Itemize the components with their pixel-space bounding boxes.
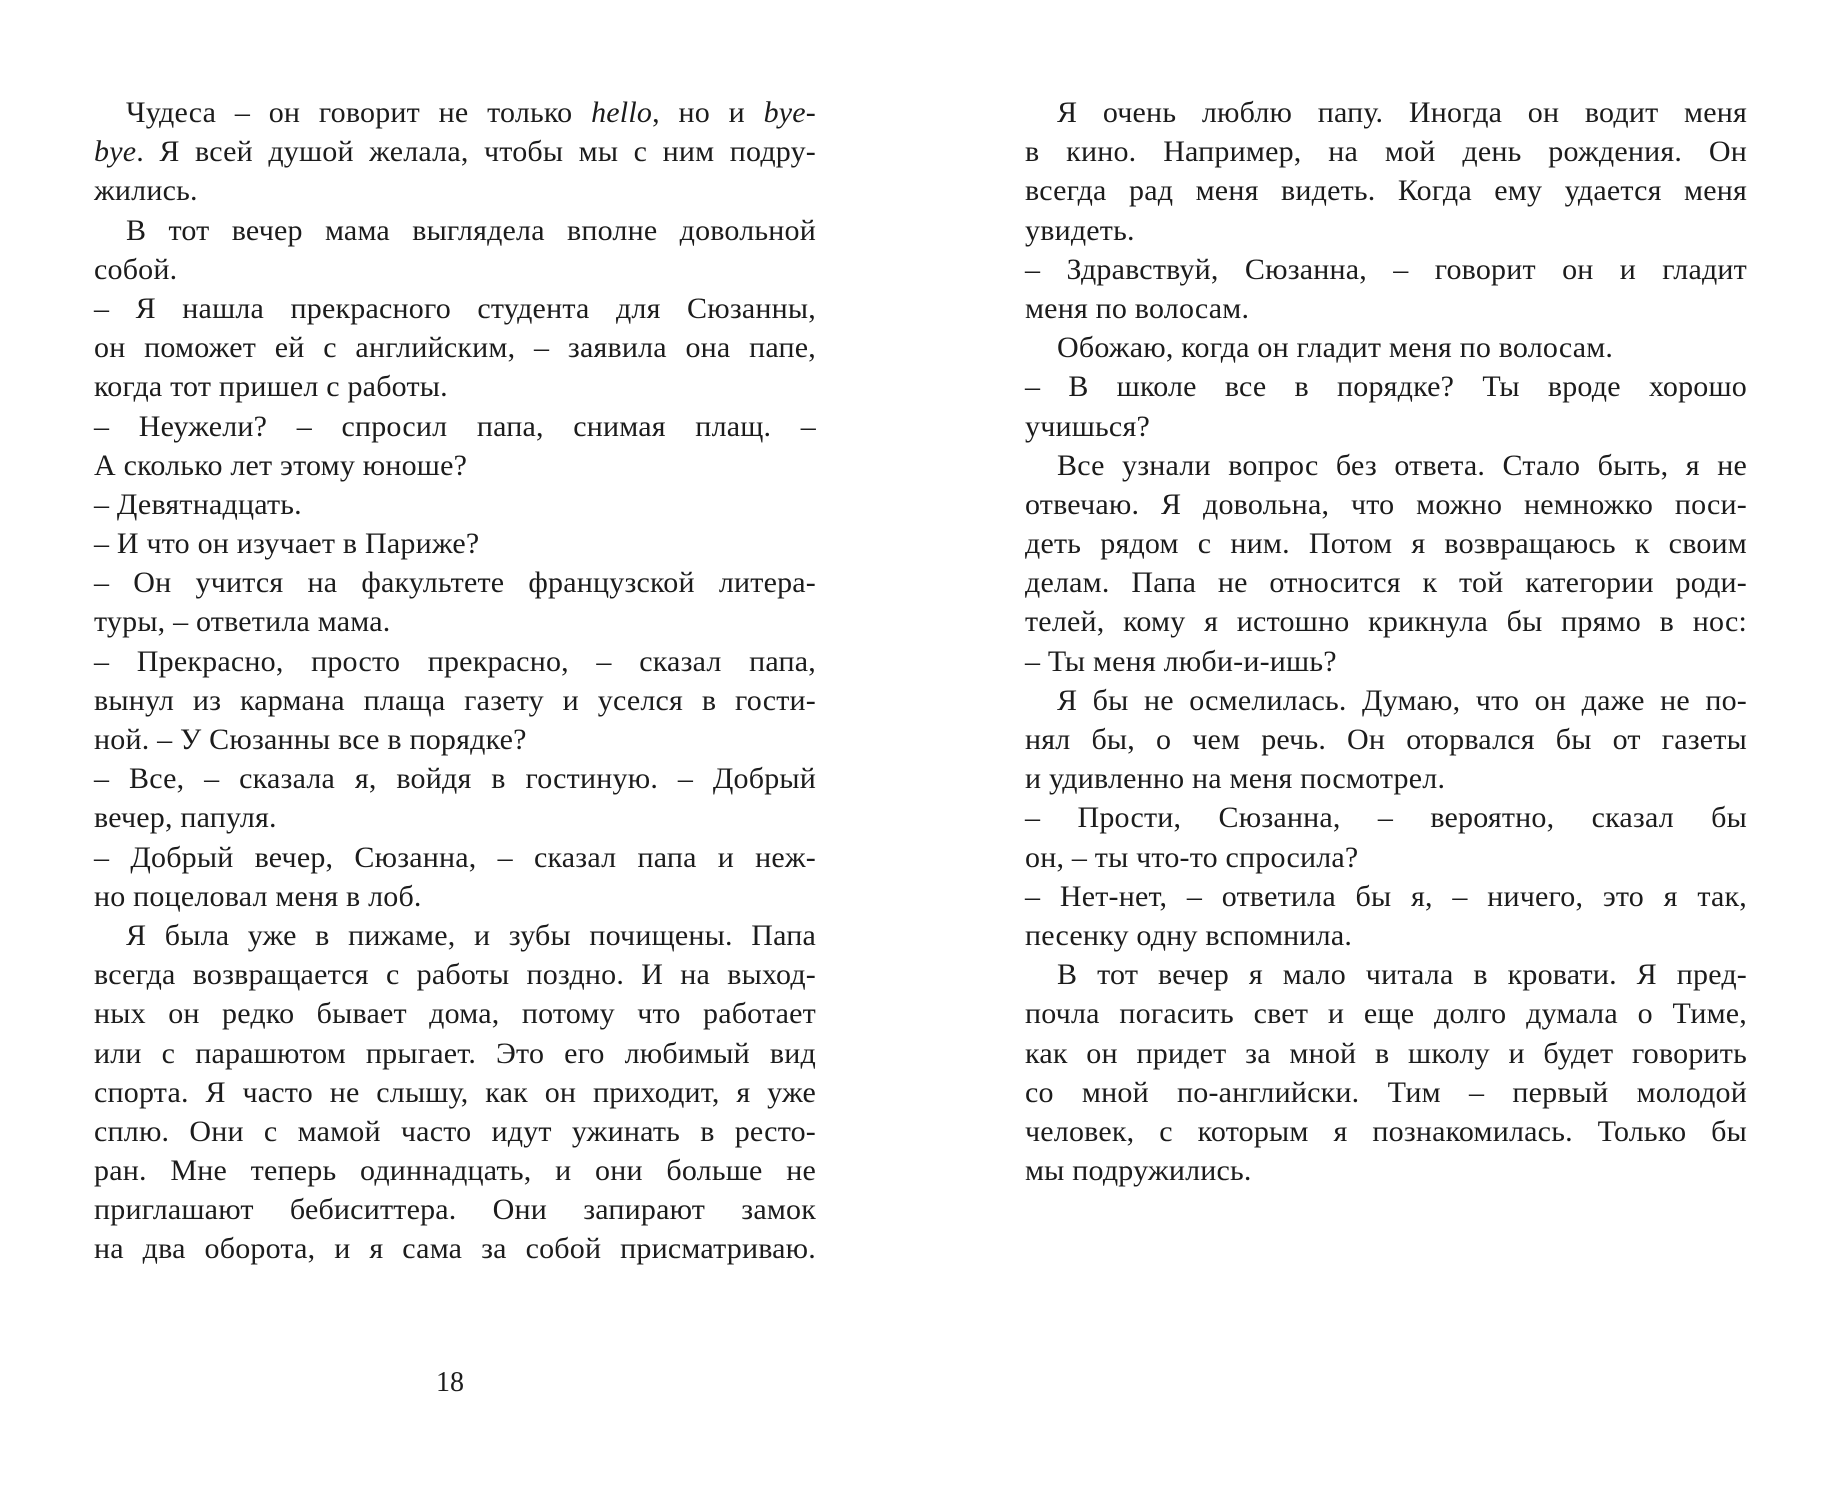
- text-span: – В школе все в порядке? Ты вроде хорошо: [1025, 370, 1747, 404]
- text-span: Я очень люблю папу. Иногда он водит меня: [1057, 96, 1747, 129]
- text-span: , но и: [652, 96, 764, 129]
- text-line: [94, 93, 816, 132]
- text-span: собой.: [94, 252, 178, 286]
- text-span: Все узнали вопрос без ответа. Стало быть, я не: [1057, 448, 1747, 482]
- text-span: – Он учится на факультете французской литера-: [94, 566, 816, 600]
- text-span: нял бы, о чем речь. Он оторвался бы от газеты: [1025, 723, 1747, 756]
- text-span: – Прости, Сюзанна, – вероятно, сказал бы: [1025, 801, 1747, 835]
- text-line: [94, 720, 816, 759]
- text-span: – Нет-нет, – ответила бы я, – ничего, это я так,: [1025, 879, 1747, 913]
- text-line: [94, 798, 816, 837]
- text-span: как он придет за мной в школу и будет говорить: [1025, 1036, 1747, 1070]
- text-span: в кино. Например, на мой день рождения. Он: [1025, 135, 1747, 169]
- text-line: [94, 1229, 816, 1268]
- text-span: человек, с которым я познакомилась. Только бы: [1025, 1114, 1747, 1148]
- text-span: всегда рад меня видеть. Когда ему удается меня: [1025, 174, 1747, 208]
- text-line: [94, 1073, 816, 1112]
- text-line: [1025, 916, 1747, 955]
- text-line: [1025, 524, 1747, 563]
- text-span: – Прекрасно, просто прекрасно, – сказал папа,: [94, 644, 816, 678]
- text-line: [94, 1151, 816, 1190]
- text-span: всегда возвращается с работы поздно. И на выход-: [94, 958, 816, 992]
- text-span: учишься?: [1025, 409, 1150, 443]
- text-line: [1025, 132, 1747, 171]
- text-span: В тот вечер мама выглядела вполне довольной: [126, 213, 816, 247]
- italic-text: bye-: [763, 96, 816, 129]
- text-line: [1025, 798, 1747, 837]
- text-line: [94, 446, 816, 485]
- text-span: В тот вечер я мало читала в кровати. Я пред-: [1057, 958, 1747, 992]
- text-span: когда тот пришел с работы.: [94, 370, 448, 404]
- text-span: спорта. Я часто не слышу, как он приходит, я уже: [94, 1075, 816, 1109]
- text-line: [1025, 407, 1747, 446]
- text-span: приглашают бебиситтера. Они запирают замок: [94, 1193, 816, 1227]
- text-span: или с парашютом прыгает. Это его любимый вид: [94, 1036, 816, 1070]
- text-span: – Неужели? – спросил папа, снимая плащ. –: [94, 409, 816, 443]
- text-span: жились.: [94, 174, 198, 208]
- text-line: [94, 485, 816, 524]
- text-span: мы подружились.: [1025, 1154, 1252, 1188]
- text-span: отвечаю. Я довольна, что можно немножко поси-: [1025, 487, 1747, 521]
- text-span: вынул из кармана плаща газету и уселся в гости-: [94, 683, 816, 717]
- text-span: деть рядом с ним. Потом я возвращаюсь к своим: [1025, 527, 1747, 561]
- text-span: ран. Мне теперь одиннадцать, и они больше не: [94, 1154, 816, 1188]
- text-span: делам. Папа не относится к той категории роди-: [1025, 566, 1747, 600]
- italic-text: bye: [94, 135, 137, 169]
- text-line: [94, 838, 816, 877]
- text-line: [1025, 1112, 1747, 1151]
- text-line: [1025, 602, 1747, 641]
- text-line: [1025, 367, 1747, 406]
- text-line: [94, 681, 816, 720]
- text-span: – Все, – сказала я, войдя в гостиную. – Добрый: [94, 762, 816, 796]
- text-line: [1025, 1073, 1747, 1112]
- text-line: [94, 211, 816, 250]
- text-span: Я бы не осмелилась. Думаю, что он даже не по-: [1057, 683, 1747, 717]
- text-line: [94, 602, 816, 641]
- text-line: [94, 250, 816, 289]
- text-line: [94, 1190, 816, 1229]
- text-line: [1025, 328, 1747, 367]
- text-span: . Я всей душой желала, чтобы мы с ним подру-: [136, 135, 816, 169]
- text-span: – Девятнадцать.: [94, 487, 302, 521]
- text-span: А сколько лет этому юноше?: [94, 448, 468, 482]
- text-line: [94, 367, 816, 406]
- text-line: [1025, 563, 1747, 602]
- text-line: [1025, 994, 1747, 1033]
- text-span: он поможет ей с английским, – заявила она папе,: [94, 331, 816, 365]
- text-span: ных он редко бывает дома, потому что работает: [94, 997, 816, 1031]
- text-line: [94, 407, 816, 446]
- text-line: [1025, 838, 1747, 877]
- text-line: [1025, 681, 1747, 720]
- text-span: песенку одну вспомнила.: [1025, 918, 1353, 952]
- text-span: – Я нашла прекрасного студента для Сюзанны,: [94, 291, 816, 325]
- text-span: Я была уже в пижаме, и зубы почищены. Папа: [126, 918, 816, 952]
- text-line: [94, 563, 816, 602]
- text-line: [1025, 211, 1747, 250]
- text-line: [94, 642, 816, 681]
- text-span: увидеть.: [1025, 213, 1135, 247]
- text-line: [94, 916, 816, 955]
- text-span: – Здравствуй, Сюзанна, – говорит он и гладит: [1025, 252, 1747, 286]
- text-line: [94, 1034, 816, 1073]
- text-line: [1025, 955, 1747, 994]
- text-span: туры, – ответила мама.: [94, 605, 391, 639]
- text-line: [94, 1112, 816, 1151]
- text-line: [94, 524, 816, 563]
- text-line: [94, 994, 816, 1033]
- text-span: – Ты меня люби-и-ишь?: [1025, 644, 1337, 678]
- text-line: [1025, 250, 1747, 289]
- text-line: [94, 759, 816, 798]
- text-line: [1025, 289, 1747, 328]
- text-line: [94, 289, 816, 328]
- text-line: [1025, 485, 1747, 524]
- text-span: он, – ты что-то спросила?: [1025, 840, 1359, 874]
- text-line: [1025, 93, 1747, 132]
- text-span: ной. – У Сюзанны все в порядке?: [94, 723, 527, 756]
- text-span: меня по волосам.: [1025, 291, 1250, 325]
- text-span: сплю. Они с мамой часто идут ужинать в ресто-: [94, 1114, 816, 1148]
- text-span: но поцеловал меня в лоб.: [94, 879, 422, 913]
- italic-text: hello: [591, 96, 653, 129]
- text-span: – И что он изучает в Париже?: [94, 527, 480, 561]
- text-span: на два оборота, и я сама за собой присматриваю.: [94, 1232, 816, 1266]
- page-number: 18: [436, 1367, 464, 1398]
- text-line: [1025, 720, 1747, 759]
- text-span: и удивленно на меня посмотрел.: [1025, 762, 1446, 796]
- text-line: [1025, 1034, 1747, 1073]
- text-line: [94, 132, 816, 171]
- left-page-text: [94, 93, 816, 1269]
- text-span: Чудеса – он говорит не только: [126, 96, 592, 129]
- text-line: [1025, 642, 1747, 681]
- text-line: [94, 877, 816, 916]
- right-page-text: [1025, 93, 1747, 1190]
- text-span: телей, кому я истошно крикнула бы прямо в нос:: [1025, 605, 1747, 639]
- text-line: [1025, 446, 1747, 485]
- text-line: [1025, 877, 1747, 916]
- text-span: почла погасить свет и еще долго думала о Тиме,: [1025, 997, 1747, 1031]
- text-span: со мной по-английски. Тим – первый молодой: [1025, 1075, 1747, 1109]
- text-span: Обожаю, когда он гладит меня по волосам.: [1057, 331, 1614, 365]
- text-span: вечер, папуля.: [94, 801, 277, 835]
- text-line: [94, 955, 816, 994]
- text-line: [94, 171, 816, 210]
- text-line: [94, 328, 816, 367]
- text-line: [1025, 759, 1747, 798]
- text-line: [1025, 1151, 1747, 1190]
- text-line: [1025, 171, 1747, 210]
- text-span: – Добрый вечер, Сюзанна, – сказал папа и неж-: [94, 840, 816, 874]
